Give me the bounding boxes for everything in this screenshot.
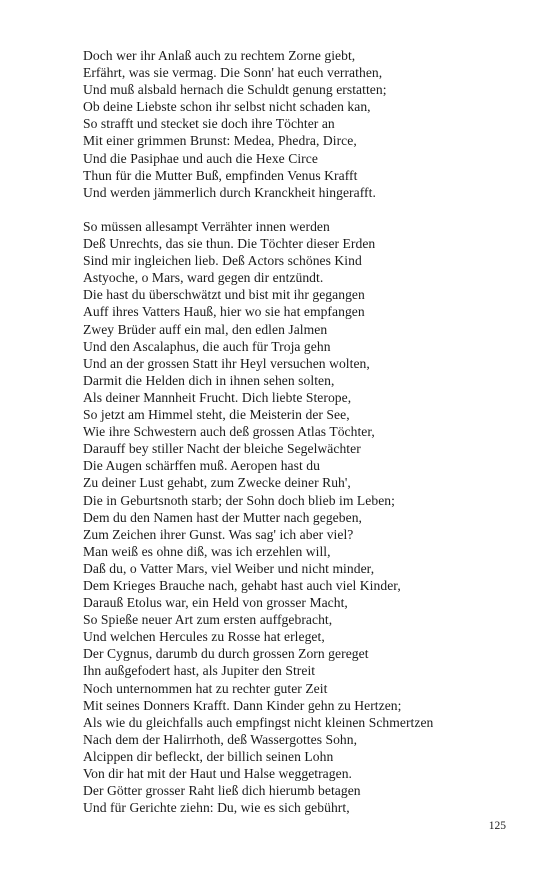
verse-line: Und werden jämmerlich durch Kranckheit hingerafft.: [83, 184, 376, 200]
verse-line: Astyoche, o Mars, ward gegen dir entzündt.: [83, 270, 324, 286]
verse-line: Doch wer ihr Anlaß auch zu rechtem Zorne giebt,: [83, 48, 356, 63]
verse-line: So müssen allesampt Verrähter innen werden: [83, 219, 330, 234]
verse-line: So Spieße neuer Art zum ersten auffgebracht,: [83, 612, 333, 628]
verse-line: Sind mir ingleichen lieb. Deß Actors schönes Kind: [83, 253, 362, 269]
verse-line: Zwey Brüder auff ein mal, den edlen Jalmen: [83, 321, 328, 337]
stanza-1: [83, 47, 523, 201]
verse-line: Als deiner Mannheit Frucht. Dich liebte Sterope,: [83, 389, 352, 405]
verse-line: Noch unternommen hat zu rechter guter Zeit: [83, 680, 328, 696]
verse-line: Man weiß es ohne diß, was ich erzehlen will,: [83, 543, 331, 559]
verse-line: Daß du, o Vatter Mars, viel Weiber und nicht minder,: [83, 560, 375, 576]
verse-line: Mit einer grimmen Brunst: Medea, Phedra, Dirce,: [83, 133, 357, 149]
verse-line: Alcippen dir befleckt, der billich seinen Lohn: [83, 748, 334, 764]
verse-line: Dem Krieges Brauche nach, gehabt hast auch viel Kinder,: [83, 577, 401, 593]
verse-line: Zum Zeichen ihrer Gunst. Was sag' ich aber viel?: [83, 526, 354, 542]
verse-line: Darauß Etolus war, ein Held von grosser Macht,: [83, 595, 348, 611]
verse-line: Und für Gerichte ziehn: Du, wie es sich gebührt,: [83, 800, 350, 816]
verse-line: Deß Unrechts, das sie thun. Die Töchter dieser Erden: [83, 236, 376, 252]
verse-line: Auff ihres Vatters Hauß, hier wo sie hat empfangen: [83, 304, 365, 320]
verse-line: Ob deine Liebste schon ihr selbst nicht schaden kan,: [83, 99, 371, 115]
verse-line: Wie ihre Schwestern auch deß grossen Atlas Töchter,: [83, 424, 375, 440]
verse-line: Der Götter grosser Raht ließ dich hierumb betagen: [83, 783, 361, 799]
verse-line: Darauff bey stiller Nacht der bleiche Segelwächter: [83, 441, 361, 457]
verse-line: Und den Ascalaphus, die auch für Troja gehn: [83, 338, 331, 354]
verse-line: Und welchen Hercules zu Rosse hat erleget,: [83, 629, 325, 645]
page-number: 125: [488, 820, 506, 832]
verse-line: Darmit die Helden dich in ihnen sehen solten,: [83, 372, 335, 388]
verse-line: Erfährt, was sie vermag. Die Sonn' hat euch verrathen,: [83, 65, 383, 81]
verse-line: Ihn außgefodert hast, als Jupiter den Streit: [83, 663, 316, 679]
verse-line: Als wie du gleichfalls auch empfingst nicht kleinen Schmertzen: [83, 714, 434, 730]
verse-line: So jetzt am Himmel steht, die Meisterin der See,: [83, 407, 350, 423]
verse-line: Die Augen schärffen muß. Aeropen hast du: [83, 458, 320, 474]
verse-line: Zu deiner Lust gehabt, zum Zwecke deiner Ruh',: [83, 475, 351, 491]
verse-line: Und die Pasiphae und auch die Hexe Circe: [83, 150, 318, 166]
verse-line: Der Cygnus, darumb du durch grossen Zorn gereget: [83, 646, 369, 662]
verse-line: Mit seines Donners Krafft. Dann Kinder gehn zu Hertzen;: [83, 697, 402, 713]
verse-line: Die in Geburtsnoth starb; der Sohn doch blieb im Leben;: [83, 492, 395, 508]
stanza-2: [83, 218, 523, 816]
verse-line: So strafft und stecket sie doch ihre Töchter an: [83, 116, 335, 132]
verse-line: Nach dem der Halirrhoth, deß Wassergottes Sohn,: [83, 731, 358, 747]
verse-line: Und an der grossen Statt ihr Heyl versuchen wolten,: [83, 355, 370, 371]
verse-line: Dem du den Namen hast der Mutter nach gegeben,: [83, 509, 362, 525]
verse-line: Und muß alsbald hernach die Schuldt genung erstatten;: [83, 82, 387, 98]
verse-line: Thun für die Mutter Buß, empfinden Venus Krafft: [83, 167, 358, 183]
verse-line: Die hast du überschwätzt und bist mit ihr gegangen: [83, 287, 365, 303]
verse-line: Von dir hat mit der Haut und Halse weggetragen.: [83, 766, 352, 781]
